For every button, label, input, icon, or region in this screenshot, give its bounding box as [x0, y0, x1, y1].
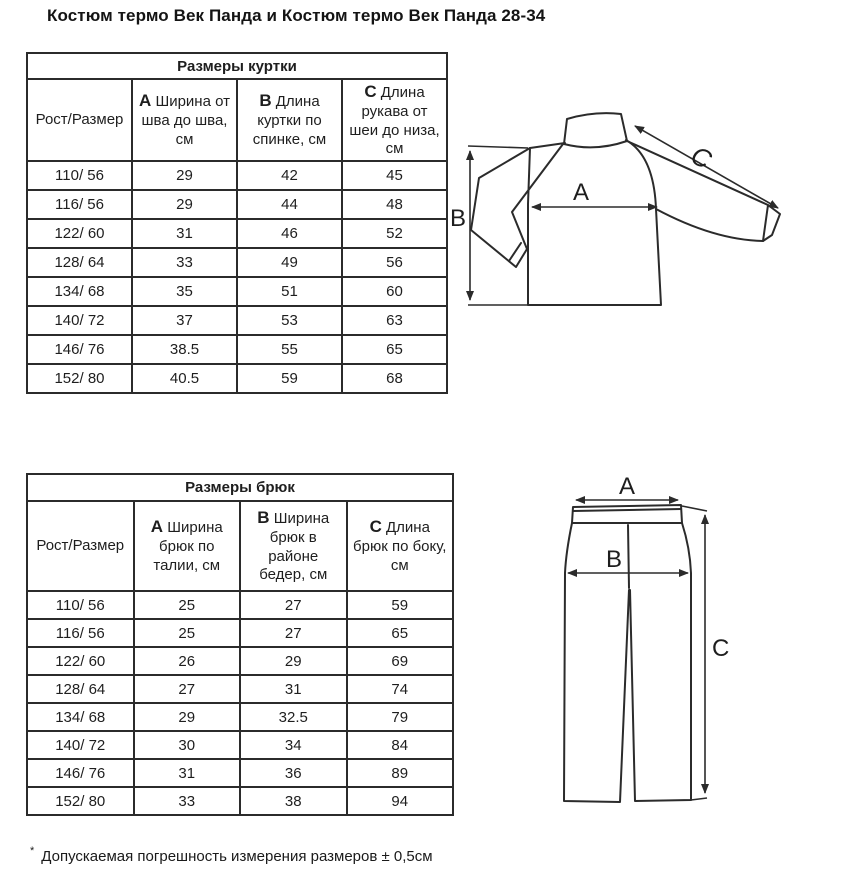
table-cell: 116/ 56	[27, 190, 132, 219]
table-row	[27, 161, 447, 190]
table-cell: 134/ 68	[27, 277, 132, 306]
table-cell: 74	[347, 675, 454, 703]
jacket-col-a-label: Ширина от шва до шва, см	[141, 93, 230, 148]
table-cell: 27	[240, 591, 347, 619]
table-cell: 134/ 68	[27, 703, 134, 731]
table-cell: 65	[347, 619, 454, 647]
jacket-table-title: Размеры куртки	[27, 53, 447, 79]
table-cell: 30	[134, 731, 241, 759]
table-row	[27, 619, 453, 647]
jacket-right-sleeve-bottom	[656, 209, 763, 241]
table-row	[27, 759, 453, 787]
table-cell: 29	[132, 161, 237, 190]
pants-diagram	[530, 468, 850, 828]
pants-table-caption-row	[27, 474, 453, 501]
table-cell: 56	[342, 248, 447, 277]
dim-letter-a: A	[139, 91, 152, 111]
table-row	[27, 591, 453, 619]
table-cell: 29	[134, 703, 241, 731]
table-cell: 140/ 72	[27, 306, 132, 335]
jacket-table-header-row	[27, 79, 447, 161]
table-cell: 146/ 76	[27, 335, 132, 364]
table-row	[27, 787, 453, 815]
table-cell: 37	[132, 306, 237, 335]
jacket-right-cuff-outline	[763, 205, 780, 241]
pants-label-a: A	[618, 473, 636, 500]
table-cell: 52	[342, 219, 447, 248]
table-cell: 49	[237, 248, 342, 277]
pants-table-title: Размеры брюк	[27, 474, 453, 501]
jacket-col-b	[237, 79, 342, 161]
table-cell: 53	[237, 306, 342, 335]
pants-label-b: B	[605, 546, 623, 573]
table-cell: 122/ 60	[27, 219, 132, 248]
pants-table-header-row	[27, 501, 453, 591]
table-row	[27, 277, 447, 306]
table-cell: 51	[237, 277, 342, 306]
jacket-col-c-label: Длина рукава от шеи до низа, см	[349, 84, 440, 158]
table-cell: 31	[240, 675, 347, 703]
table-row	[27, 675, 453, 703]
jacket-label-b: B	[450, 205, 467, 232]
table-cell: 27	[240, 619, 347, 647]
pants-col-b-label: Ширина брюк в районе бедер, см	[259, 510, 330, 584]
table-cell: 46	[237, 219, 342, 248]
table-cell: 25	[134, 619, 241, 647]
table-cell: 29	[132, 190, 237, 219]
jacket-label-c: C	[686, 139, 717, 175]
table-cell: 48	[342, 190, 447, 219]
table-cell: 36	[240, 759, 347, 787]
pants-waistband-seam	[573, 509, 681, 511]
table-cell: 44	[237, 190, 342, 219]
table-cell: 55	[237, 335, 342, 364]
table-cell: 25	[134, 591, 241, 619]
table-cell: 110/ 56	[27, 161, 132, 190]
jacket-col-size: Рост/Размер	[27, 79, 132, 161]
table-cell: 33	[132, 248, 237, 277]
table-cell: 38	[240, 787, 347, 815]
table-cell: 32.5	[240, 703, 347, 731]
dim-letter-c: C	[364, 82, 377, 101]
table-cell: 38.5	[132, 335, 237, 364]
pants-table-body	[27, 591, 453, 815]
table-row	[27, 364, 447, 393]
jacket-sizes-table	[26, 52, 448, 394]
jacket-table-body	[27, 161, 447, 393]
table-cell: 152/ 80	[27, 364, 132, 393]
table-cell: 79	[347, 703, 454, 731]
footnote-text: Допускаемая погрешность измерения размеров ± 0,5см	[41, 848, 433, 865]
table-cell: 42	[237, 161, 342, 190]
dim-letter-a: A	[150, 517, 164, 537]
jacket-col-b-label: Длина куртки по спинке, см	[252, 93, 327, 148]
table-cell: 94	[347, 787, 454, 815]
table-cell: 128/ 64	[27, 675, 134, 703]
table-cell: 33	[134, 787, 241, 815]
pants-col-c-label: Длина брюк по боку, см	[353, 519, 447, 574]
table-row	[27, 248, 447, 277]
pants-legs-outline	[564, 523, 691, 802]
jacket-collar-outline	[564, 113, 627, 147]
pants-col-b	[240, 501, 347, 591]
table-cell: 69	[347, 647, 454, 675]
footnote-asterisk: *	[30, 845, 35, 857]
table-cell: 84	[347, 731, 454, 759]
table-row	[27, 219, 447, 248]
table-cell: 89	[347, 759, 454, 787]
jacket-table-caption-row	[27, 53, 447, 79]
table-cell: 110/ 56	[27, 591, 134, 619]
pants-col-a	[134, 501, 241, 591]
table-row	[27, 306, 447, 335]
table-cell: 65	[342, 335, 447, 364]
jacket-diagram	[448, 82, 848, 342]
pants-waistband-outline	[572, 505, 682, 523]
pants-label-c: C	[712, 635, 730, 662]
table-cell: 27	[134, 675, 241, 703]
pants-center-seam	[628, 525, 629, 588]
table-cell: 31	[134, 759, 241, 787]
measure-c-extension-bottom	[691, 798, 707, 800]
table-cell: 26	[134, 647, 241, 675]
table-row	[27, 335, 447, 364]
table-cell: 146/ 76	[27, 759, 134, 787]
jacket-label-a: A	[572, 179, 590, 206]
page-title: Костюм термо Век Панда и Костюм термо Век Панда 28-34	[47, 6, 546, 25]
table-cell: 45	[342, 161, 447, 190]
table-cell: 29	[240, 647, 347, 675]
table-cell: 59	[347, 591, 454, 619]
dim-letter-b: B	[259, 91, 272, 111]
table-cell: 68	[342, 364, 447, 393]
jacket-col-c	[342, 79, 447, 161]
table-cell: 59	[237, 364, 342, 393]
table-row	[27, 190, 447, 219]
jacket-left-cuff-line	[509, 243, 521, 261]
table-cell: 40.5	[132, 364, 237, 393]
dim-letter-b: B	[257, 508, 270, 527]
table-row	[27, 647, 453, 675]
table-cell: 116/ 56	[27, 619, 134, 647]
table-row	[27, 731, 453, 759]
measure-b-extension-top	[468, 146, 528, 148]
pants-col-a-label: Ширина брюк по талии, см	[153, 519, 223, 574]
dim-letter-c: C	[369, 517, 382, 537]
table-cell: 152/ 80	[27, 787, 134, 815]
pants-col-size: Рост/Размер	[27, 501, 134, 591]
pants-col-c	[347, 501, 454, 591]
tolerance-footnote	[30, 845, 433, 865]
table-cell: 122/ 60	[27, 647, 134, 675]
table-cell: 35	[132, 277, 237, 306]
table-cell: 60	[342, 277, 447, 306]
table-row	[27, 703, 453, 731]
pants-sizes-table	[26, 473, 454, 816]
jacket-col-a	[132, 79, 237, 161]
table-cell: 128/ 64	[27, 248, 132, 277]
table-cell: 34	[240, 731, 347, 759]
table-cell: 140/ 72	[27, 731, 134, 759]
measure-c-extension-top	[682, 506, 707, 511]
table-cell: 63	[342, 306, 447, 335]
table-cell: 31	[132, 219, 237, 248]
